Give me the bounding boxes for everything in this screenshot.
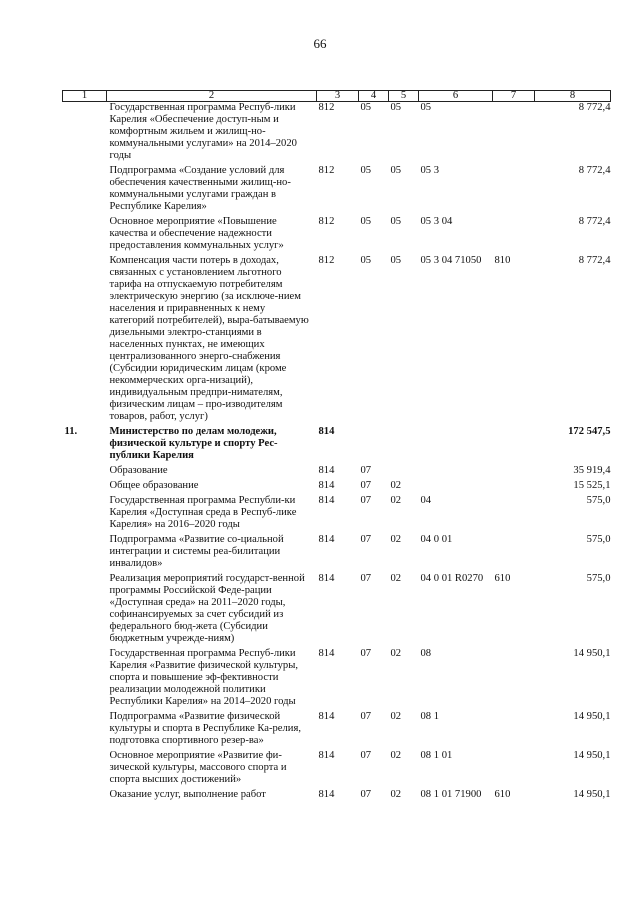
row-target-article: 05 3 04 71050 [420, 255, 482, 266]
row-subsection-code: 02 [390, 534, 402, 545]
row-expense-type [493, 534, 535, 573]
table-row [63, 648, 611, 711]
row-name: Основное мероприятие «Повышение качества и обеспечение надежности предоставления коммунальных услуг» [109, 216, 284, 251]
row-section-code [359, 426, 389, 465]
budget-table [62, 90, 611, 804]
row-expense-type [493, 648, 535, 711]
row-expense-type [493, 480, 535, 495]
row-section-code: 07 [360, 789, 372, 800]
row-name: Государственная программа Респуб-лики Карелия «Развитие физической культуры, спорта и повышение эф-фективности реализации молодежной политики Республики Карелия» на 2014–2020 годы [109, 648, 298, 707]
row-section-code: 07 [360, 480, 372, 491]
row-expense-type [493, 165, 535, 216]
row-subsection-code [389, 465, 419, 480]
column-header: 6 [419, 91, 493, 102]
row-expense-type [493, 102, 535, 166]
column-header: 1 [63, 91, 107, 102]
page-number: 66 [313, 36, 327, 51]
row-target-article: 05 [420, 102, 432, 113]
row-section-code: 07 [360, 648, 372, 659]
table-row [63, 165, 611, 216]
row-expense-type [493, 216, 535, 255]
row-name: Государственная программа Республи-ки Карелия «Доступная среда в Респуб-лике Карелия» на 2016–2020 годы [109, 495, 297, 530]
row-grbs-code: 814 [318, 465, 335, 476]
row-grbs-code: 814 [318, 495, 335, 506]
row-expense-type [493, 465, 535, 480]
table-row [63, 480, 611, 495]
row-sum: 8 772,4 [578, 255, 611, 266]
column-header: 2 [107, 91, 317, 102]
row-subsection-code: 02 [390, 789, 402, 800]
row-expense-type: 610 [494, 573, 511, 584]
row-name: Образование [109, 465, 168, 476]
row-name: Подпрограмма «Развитие физической культуры и спорта в Республике Ка-релия, подготовка спортивного резер-ва» [109, 711, 301, 746]
row-grbs-code: 812 [318, 102, 335, 113]
row-sum: 15 525,1 [573, 480, 611, 491]
row-grbs-code: 812 [318, 255, 335, 266]
row-subsection-code: 05 [390, 255, 402, 266]
table-row [63, 465, 611, 480]
row-grbs-code: 814 [318, 789, 335, 800]
row-subsection-code: 05 [390, 216, 402, 227]
column-header: 5 [389, 91, 419, 102]
row-target-article: 04 0 01 [420, 534, 453, 545]
row-section-code: 05 [360, 102, 372, 113]
row-sum: 8 772,4 [578, 102, 611, 113]
row-section-code: 07 [360, 534, 372, 545]
row-name: Основное мероприятие «Развитие фи-зической культуры, массового спорта и спорта высших достижений» [109, 750, 287, 785]
row-expense-type: 610 [494, 789, 511, 800]
row-sum: 575,0 [586, 495, 611, 506]
row-number [63, 648, 107, 711]
row-name: Подпрограмма «Развитие со-циальной интеграции и системы реа-билитации инвалидов» [109, 534, 284, 569]
table-row [63, 216, 611, 255]
row-grbs-code: 814 [318, 711, 335, 722]
row-number [63, 165, 107, 216]
row-grbs-code: 814 [318, 534, 335, 545]
row-number [63, 465, 107, 480]
row-section-code: 07 [360, 465, 372, 476]
row-target-article [419, 480, 493, 495]
row-name: Компенсация части потерь в доходах, связанных с установлением льготного тарифа на отпускаемую потребителям электрическую энергию (за исключе-нием населения и приравненных к нему категорий потребителей), выра-батываемую дизельными электро-станциями в населенных пунктах, не имеющих централизованного энерго-снабжения (Субсидии юридическим лицам (кроме некоммерческих орга-низаций), индивидуальным предпри-нимателям, физическим лицам – про-изводителям товаров, работ, услуг) [109, 255, 309, 422]
row-name: Оказание услуг, выполнение работ [109, 789, 266, 800]
row-name: Реализация мероприятий государст-венной программы Российской Феде-рации «Доступная среда» на 2011–2020 годы, софинансируемых за счет субсидий из федерального бюд-жета (Субсидии бюджетным учрежде-ниям) [109, 573, 305, 644]
row-section-code: 07 [360, 573, 372, 584]
row-grbs-code: 814 [318, 750, 335, 761]
column-header: 4 [359, 91, 389, 102]
row-target-article: 08 1 01 71900 [420, 789, 482, 800]
column-header: 3 [317, 91, 359, 102]
row-target-article [419, 465, 493, 480]
row-section-code: 07 [360, 495, 372, 506]
row-expense-type [493, 495, 535, 534]
table-row [63, 102, 611, 166]
row-number [63, 534, 107, 573]
table-row [63, 573, 611, 648]
row-target-article: 08 [420, 648, 432, 659]
row-subsection-code: 02 [390, 495, 402, 506]
row-grbs-code: 814 [318, 573, 335, 584]
row-expense-type: 810 [494, 255, 511, 266]
row-section-code: 05 [360, 255, 372, 266]
table-header-row [63, 91, 611, 102]
row-sum: 8 772,4 [578, 165, 611, 176]
row-subsection-code: 05 [390, 165, 402, 176]
row-number [63, 711, 107, 750]
row-number: 11. [64, 426, 78, 437]
column-header: 7 [493, 91, 535, 102]
row-target-article [419, 426, 493, 465]
row-sum: 172 547,5 [568, 426, 611, 437]
row-sum: 575,0 [586, 573, 611, 584]
row-section-code: 07 [360, 750, 372, 761]
column-header: 8 [535, 91, 611, 102]
row-grbs-code: 812 [318, 165, 335, 176]
row-sum: 14 950,1 [573, 789, 611, 800]
row-number [63, 495, 107, 534]
row-subsection-code: 02 [390, 573, 402, 584]
row-sum: 35 919,4 [573, 465, 611, 476]
row-subsection-code: 02 [390, 750, 402, 761]
row-number [63, 102, 107, 166]
row-grbs-code: 814 [318, 480, 335, 491]
table-row [63, 789, 611, 804]
row-expense-type [493, 750, 535, 789]
table-body [63, 102, 611, 805]
row-target-article: 04 [420, 495, 432, 506]
row-target-article: 05 3 04 [420, 216, 453, 227]
row-number [63, 789, 107, 804]
row-sum: 14 950,1 [573, 711, 611, 722]
row-grbs-code: 812 [318, 216, 335, 227]
row-subsection-code: 02 [390, 648, 402, 659]
row-target-article: 08 1 01 [420, 750, 453, 761]
row-target-article: 08 1 [420, 711, 440, 722]
table-row [63, 534, 611, 573]
table-row [63, 255, 611, 426]
row-section-code: 05 [360, 165, 372, 176]
row-sum: 8 772,4 [578, 216, 611, 227]
row-number [63, 255, 107, 426]
row-name: Общее образование [109, 480, 199, 491]
table-row [63, 495, 611, 534]
row-sum: 14 950,1 [573, 648, 611, 659]
row-name: Государственная программа Респуб-лики Карелия «Обеспечение доступ-ным и комфортным жильем и жилищ-но-коммунальными услугами» на 2014–2020 годы [109, 102, 297, 161]
row-subsection-code: 05 [390, 102, 402, 113]
row-number [63, 750, 107, 789]
table-row [63, 426, 611, 465]
row-section-code: 05 [360, 216, 372, 227]
row-grbs-code: 814 [318, 648, 335, 659]
row-subsection-code: 02 [390, 711, 402, 722]
row-sum: 575,0 [586, 534, 611, 545]
row-number [63, 480, 107, 495]
table-row [63, 711, 611, 750]
row-number [63, 573, 107, 648]
row-subsection-code [389, 426, 419, 465]
row-expense-type [493, 711, 535, 750]
row-name: Подпрограмма «Создание условий для обеспечения качественными жилищ-но-коммунальными услугами граждан в Республике Карелия» [109, 165, 291, 212]
row-grbs-code: 814 [318, 426, 335, 437]
row-target-article: 04 0 01 R0270 [420, 573, 484, 584]
row-number [63, 216, 107, 255]
row-section-code: 07 [360, 711, 372, 722]
table-row [63, 750, 611, 789]
row-target-article: 05 3 [420, 165, 440, 176]
row-expense-type [493, 426, 535, 465]
row-sum: 14 950,1 [573, 750, 611, 761]
row-name: Министерство по делам молодежи, физической культуре и спорту Рес-публики Карелия [109, 426, 278, 461]
row-subsection-code: 02 [390, 480, 402, 491]
